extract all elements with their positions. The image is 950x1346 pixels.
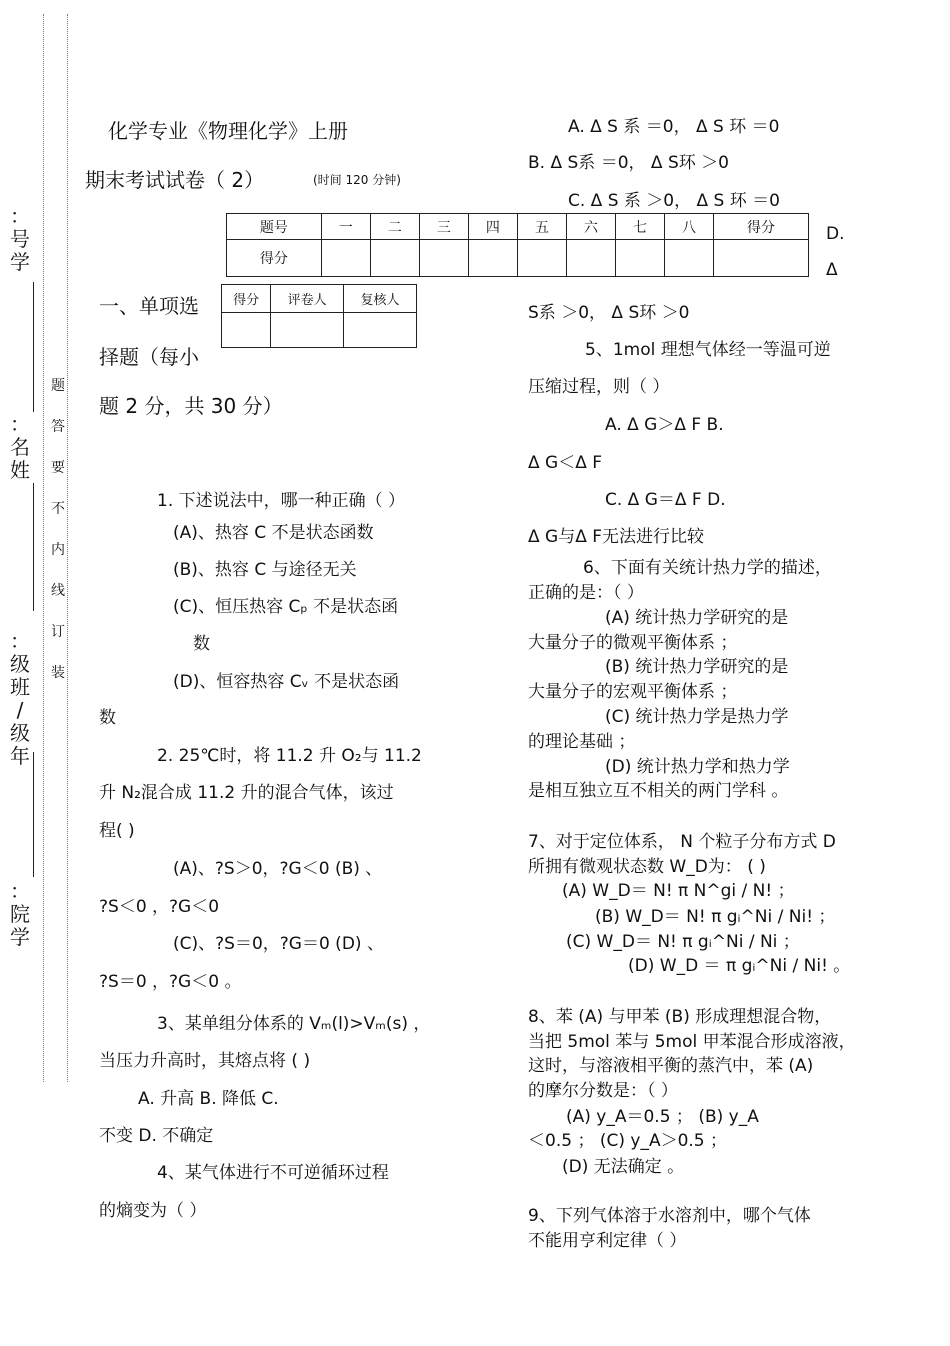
grader-header-cell: 复核人	[344, 285, 417, 313]
binding-dotted-line-right	[67, 14, 68, 1082]
option-line: ?S＝0 ，?G＜0 。	[99, 972, 242, 992]
option-line: C. Δ S 系 ＞0， Δ S 环 ＝0	[568, 191, 780, 211]
score-table	[226, 213, 809, 277]
option-line: 数	[99, 708, 116, 728]
score-header-cell: 得分	[714, 214, 809, 240]
question-text: 的熵变为（ ）	[99, 1201, 207, 1221]
note-char: 答	[51, 419, 65, 435]
question-text: 不能用亨利定律（ ）	[528, 1231, 687, 1251]
exam-title-line2: 期末考试试卷（ 2）	[85, 168, 265, 192]
score-header-cell: 二	[370, 214, 419, 240]
score-cell[interactable]	[419, 240, 468, 277]
score-header-cell: 题号	[227, 214, 322, 240]
score-cell[interactable]	[665, 240, 714, 277]
option-line: (B) W_D＝ N! π gᵢ^Ni / Ni! ；	[595, 907, 836, 927]
option-line: 数	[193, 634, 210, 654]
question-6-stem: 6、下面有关统计热力学的描述，	[583, 558, 832, 578]
option-line: (B)、热容 C 与途径无关	[173, 560, 357, 580]
option-line: (C) 统计热力学是热力学	[605, 707, 789, 727]
question-2-stem: 2. 25℃时，将 11.2 升 O₂与 11.2	[157, 746, 422, 766]
option-line: C. Δ G＝Δ F D.	[605, 490, 726, 510]
option-line: S系 ＞0， Δ S环 ＞0	[528, 303, 690, 323]
question-text: 当压力升高时，其熔点将 ( )	[99, 1051, 311, 1071]
binding-note	[50, 376, 66, 683]
option-line: D.	[826, 224, 845, 244]
grader-header-cell: 评卷人	[271, 285, 344, 313]
option-line: A. 升高 B. 降低 C.	[138, 1089, 279, 1109]
student-id-line	[33, 282, 34, 412]
option-line: (D)、恒容热容 Cᵥ 不是状态函	[173, 672, 400, 692]
score-header-cell: 一	[321, 214, 370, 240]
option-line: (D) W_D ＝ π gᵢ^Ni / Ni! 。	[628, 956, 851, 976]
question-text: 所拥有微观状态数 W_D为： ( )	[528, 857, 766, 877]
question-text: 的摩尔分数是：（ ）	[528, 1081, 678, 1101]
question-text: 正确的是：（ ）	[528, 583, 644, 603]
option-line: 是相互独立互不相关的两门学科 。	[528, 781, 789, 801]
score-cell[interactable]	[714, 240, 809, 277]
name-line	[33, 483, 34, 611]
note-char: 线	[51, 583, 65, 599]
grader-cell[interactable]	[222, 313, 271, 348]
option-line: Δ	[826, 260, 838, 280]
option-line: (B) 统计热力学研究的是	[605, 657, 789, 677]
exam-title-line1: 化学专业《物理化学》上册	[108, 119, 348, 143]
grader-header-cell: 得分	[222, 285, 271, 313]
score-cell[interactable]	[517, 240, 566, 277]
option-line: (C)、恒压热容 Cₚ 不是状态函	[173, 597, 399, 617]
score-cell[interactable]	[468, 240, 517, 277]
section-heading: 一、单项选	[99, 294, 199, 318]
option-line: 的理论基础 ；	[528, 732, 636, 752]
score-header-cell: 七	[616, 214, 665, 240]
question-text: 这时，与溶液相平衡的蒸汽中，苯 (A)	[528, 1056, 814, 1076]
grader-cell[interactable]	[344, 313, 417, 348]
question-9-stem: 9、下列气体溶于水溶剂中，哪个气体	[528, 1206, 811, 1226]
option-line: ?S＜0 ，?G＜0	[99, 897, 220, 917]
option-line: B. Δ S系 ＝0， Δ S环 ＞0	[528, 153, 729, 173]
class-label: ： 级 班 / 级 年	[10, 629, 30, 768]
note-char: 内	[51, 542, 65, 558]
option-line: ＜0.5 ； (C) y_A＞0.5 ；	[528, 1131, 728, 1151]
score-header-cell: 五	[517, 214, 566, 240]
score-header-cell: 八	[665, 214, 714, 240]
grader-cell[interactable]	[271, 313, 344, 348]
option-line: (D) 无法确定 。	[562, 1157, 685, 1177]
option-line: (A) W_D＝ N! π N^gi / N! ；	[562, 881, 795, 901]
note-char: 订	[51, 624, 65, 640]
option-line: (A) y_A＝0.5 ； (B) y_A	[566, 1107, 759, 1127]
score-cell[interactable]	[370, 240, 419, 277]
note-char: 题	[51, 378, 65, 394]
option-line: 不变 D. 不确定	[99, 1126, 214, 1146]
note-char: 不	[51, 501, 65, 517]
section-heading: 题 2 分，共 30 分）	[99, 394, 283, 418]
score-header-cell: 六	[566, 214, 615, 240]
score-cell[interactable]	[616, 240, 665, 277]
grader-table	[221, 284, 417, 348]
option-line: A. Δ S 系 ＝0， Δ S 环 ＝0	[568, 117, 780, 137]
option-line: (A)、热容 C 不是状态函数	[173, 523, 374, 543]
question-7-stem: 7、对于定位体系， N 个粒子分布方式 D	[528, 832, 836, 852]
question-text: 压缩过程，则（ ）	[528, 377, 670, 397]
option-line: (A)、?S＞0，?G＜0 (B) 、	[173, 859, 383, 879]
section-heading: 择题（每小	[99, 345, 199, 369]
option-line: (A) 统计热力学研究的是	[605, 608, 789, 628]
option-line: 大量分子的微观平衡体系 ；	[528, 633, 738, 653]
option-line: (C) W_D＝ N! π gᵢ^Ni / Ni ；	[566, 932, 800, 952]
option-line: (D) 统计热力学和热力学	[605, 757, 790, 777]
college-label: ： 院 学	[10, 879, 30, 949]
score-cell[interactable]	[321, 240, 370, 277]
option-line: Δ G＜Δ F	[528, 453, 603, 473]
option-line: A. Δ G＞Δ F B.	[605, 415, 724, 435]
question-text: 程( )	[99, 821, 135, 841]
option-line: (C)、?S＝0，?G＝0 (D) 、	[173, 934, 384, 954]
score-row-label: 得分	[227, 240, 322, 277]
exam-time-note: (时间 120 分钟)	[313, 173, 401, 187]
question-4-stem: 4、某气体进行不可逆循环过程	[157, 1163, 389, 1183]
question-8-stem: 8、苯 (A) 与甲苯 (B) 形成理想混合物，	[528, 1007, 832, 1027]
option-line: Δ G与Δ F无法进行比较	[528, 527, 705, 547]
score-header-cell: 三	[419, 214, 468, 240]
score-header-cell: 四	[468, 214, 517, 240]
name-label: ： 名 姓	[10, 412, 30, 482]
question-5-stem: 5、1mol 理想气体经一等温可逆	[585, 340, 831, 360]
note-char: 装	[51, 665, 65, 681]
question-text: 升 N₂混合成 11.2 升的混合气体，该过	[99, 783, 394, 803]
class-line	[33, 752, 34, 877]
student-id-label: ： 号 学	[10, 204, 30, 274]
option-line: 大量分子的宏观平衡体系 ；	[528, 682, 738, 702]
question-text: 当把 5mol 苯与 5mol 甲苯混合形成溶液，	[528, 1032, 856, 1052]
binding-dotted-line-left	[43, 14, 44, 1082]
question-3-stem: 3、某单组分体系的 Vₘ(l)>Vₘ(s) ，	[157, 1014, 431, 1034]
note-char: 要	[51, 460, 65, 476]
question-1-stem: 1. 下述说法中，哪一种正确（ ）	[157, 491, 406, 511]
score-cell[interactable]	[566, 240, 615, 277]
